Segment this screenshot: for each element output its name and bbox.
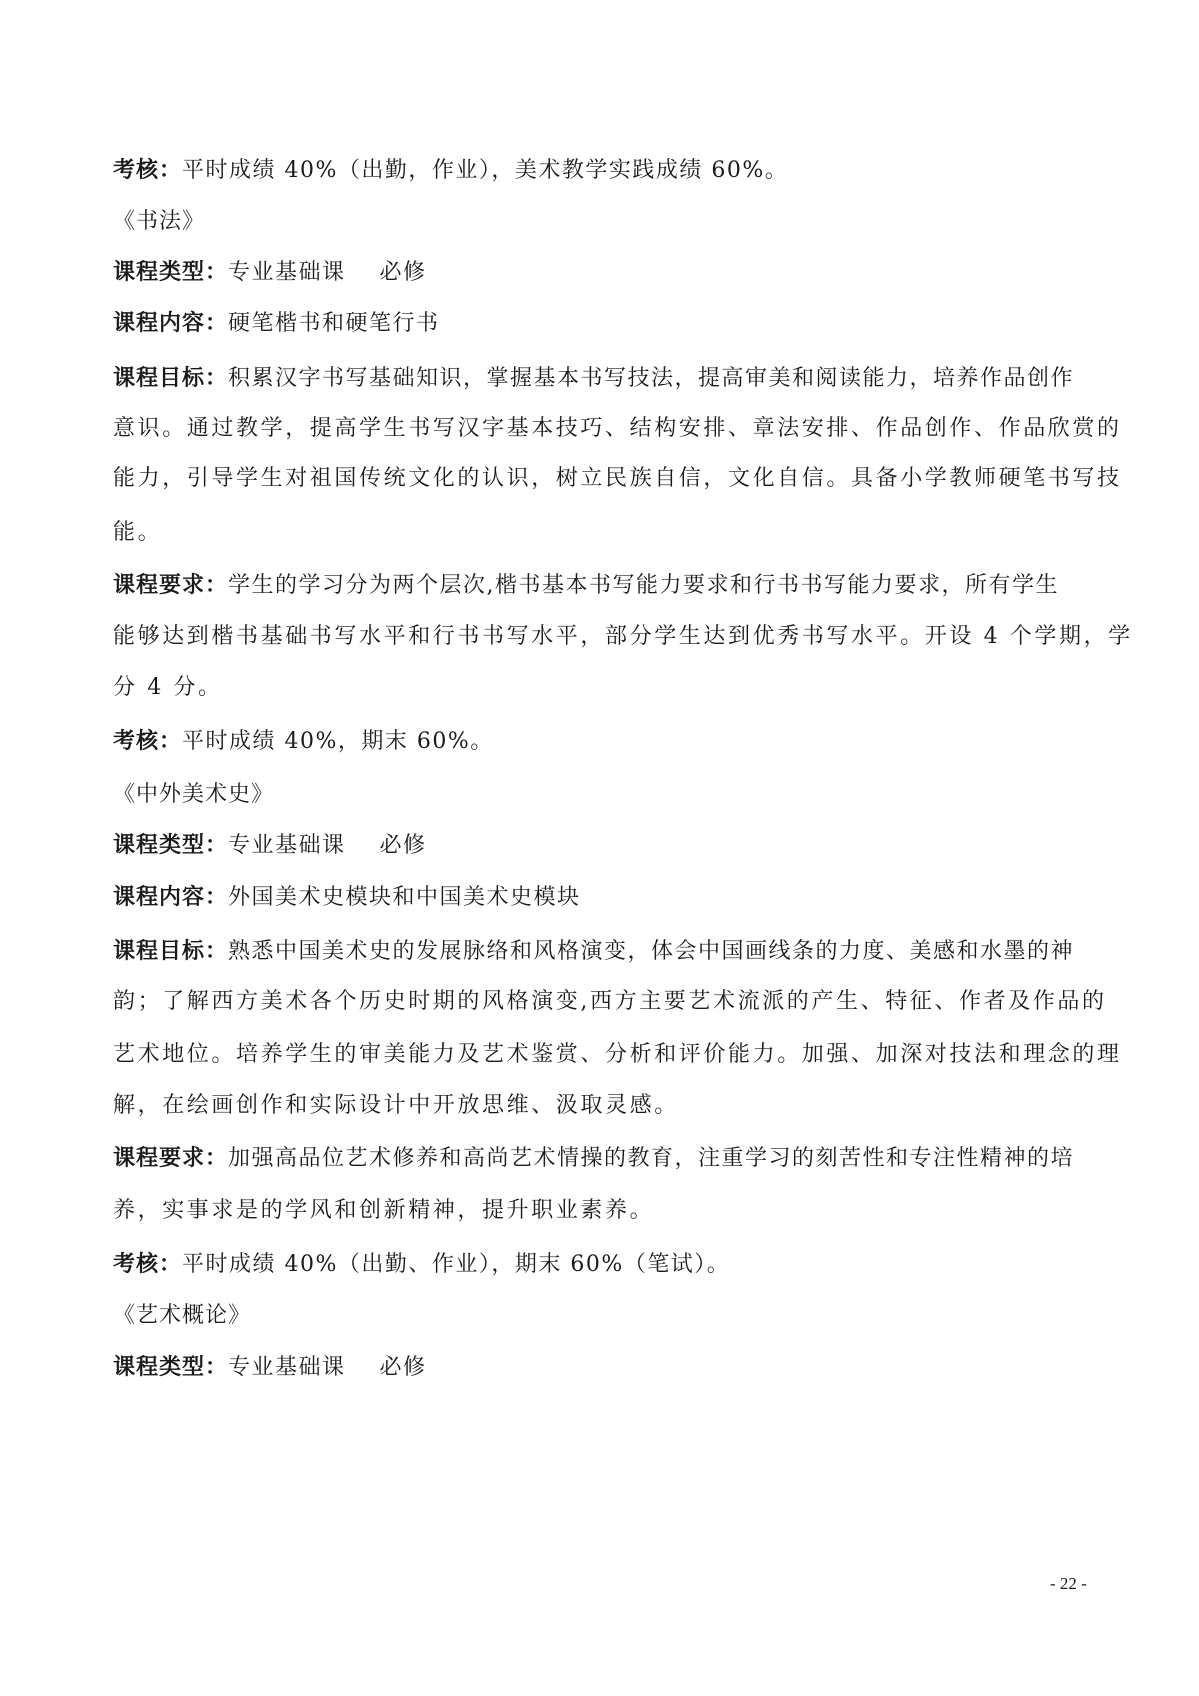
page-number: - 22 - [1050,1574,1087,1593]
course-content-line [113,309,1073,339]
course-goal-text: 积累汉字书写基础知识，掌握基本书写技法，提高审美和阅读能力，培养作品创作 [228,366,1075,391]
assessment-line [113,1250,1073,1280]
course-title: 《艺术概论》 [113,1303,252,1328]
course-type-line [113,1353,1073,1383]
assessment-line [113,727,1073,757]
assessment-text: 平时成绩 40%，期末 60%。 [182,729,494,754]
course-type-label: 课程类型： [113,833,229,858]
course-content-label: 课程内容： [113,311,229,336]
course-type-label: 课程类型： [113,1355,229,1380]
course-requirement-text: 学生的学习分为两个层次,楷书基本书写能力要求和行书书写能力要求，所有学生 [228,573,1060,598]
course-goal-line [113,364,1073,394]
course-requirement-label: 课程要求： [113,1146,229,1171]
course-requirement-text: 加强高品位艺术修养和高尚艺术情操的教育，注重学习的刻苦性和专注性精神的培 [228,1146,1075,1171]
course-content-text: 外国美术史模块和中国美术史模块 [228,885,581,910]
course-type-label: 课程类型： [113,260,229,285]
course-required: 必修 [379,260,427,285]
course-goal-line [113,937,1073,967]
assessment-label: 考核： [113,1252,183,1277]
course-type-line [113,831,1073,861]
course-goal-continuation: 意识。通过教学，提高学生书写汉字基本技巧、结构安排、章法安排、作品创作、作品欣赏的 [113,416,1122,441]
course-goal-continuation: 艺术地位。培养学生的审美能力及艺术鉴赏、分析和评价能力。加强、加深对技法和理念的理 [113,1042,1122,1067]
course-content-line [113,883,1073,913]
course-content-label: 课程内容： [113,885,229,910]
course-goal-label: 课程目标： [113,939,229,964]
assessment-label: 考核： [113,729,183,754]
course-goal-label: 课程目标： [113,366,229,391]
assessment-text: 平时成绩 40%（出勤，作业），美术教学实践成绩 60%。 [182,158,789,183]
course-type-value: 专业基础课 [228,1355,346,1380]
course-goal-continuation: 韵；了解西方美术各个历史时期的风格演变,西方主要艺术流派的产生、特征、作者及作品的 [113,989,1107,1014]
course-goal-continuation: 能。 [113,520,163,545]
assessment-label: 考核： [113,158,183,183]
course-requirement-label: 课程要求： [113,573,229,598]
course-requirement-continuation: 养，实事求是的学风和创新精神，提升职业素养。 [113,1198,655,1223]
course-type-value: 专业基础课 [228,833,346,858]
course-requirement-line [113,571,1073,601]
course-content-text: 硬笔楷书和硬笔行书 [228,311,440,336]
course-title: 《书法》 [113,209,206,234]
course-goal-continuation: 能力，引导学生对祖国传统文化的认识，树立民族自信，文化自信。具备小学教师硬笔书写技 [113,466,1122,491]
course-required: 必修 [379,1355,427,1380]
course-type-value: 专业基础课 [228,260,346,285]
course-required: 必修 [379,833,427,858]
course-requirement-continuation: 分 4 分。 [113,675,223,700]
course-title: 《中外美术史》 [113,782,275,807]
assessment-line [113,156,1073,186]
course-requirement-line [113,1144,1073,1174]
course-requirement-continuation: 能够达到楷书基础书写水平和行书书写水平，部分学生达到优秀书写水平。开设 4 个学期，学 [113,624,1133,649]
course-type-line [113,258,1073,288]
course-goal-text: 熟悉中国美术史的发展脉络和风格演变，体会中国画线条的力度、美感和水墨的神 [228,939,1075,964]
course-goal-continuation: 解，在绘画创作和实际设计中开放思维、汲取灵感。 [113,1093,679,1118]
assessment-text: 平时成绩 40%（出勤、作业），期末 60%（笔试）。 [182,1252,731,1277]
